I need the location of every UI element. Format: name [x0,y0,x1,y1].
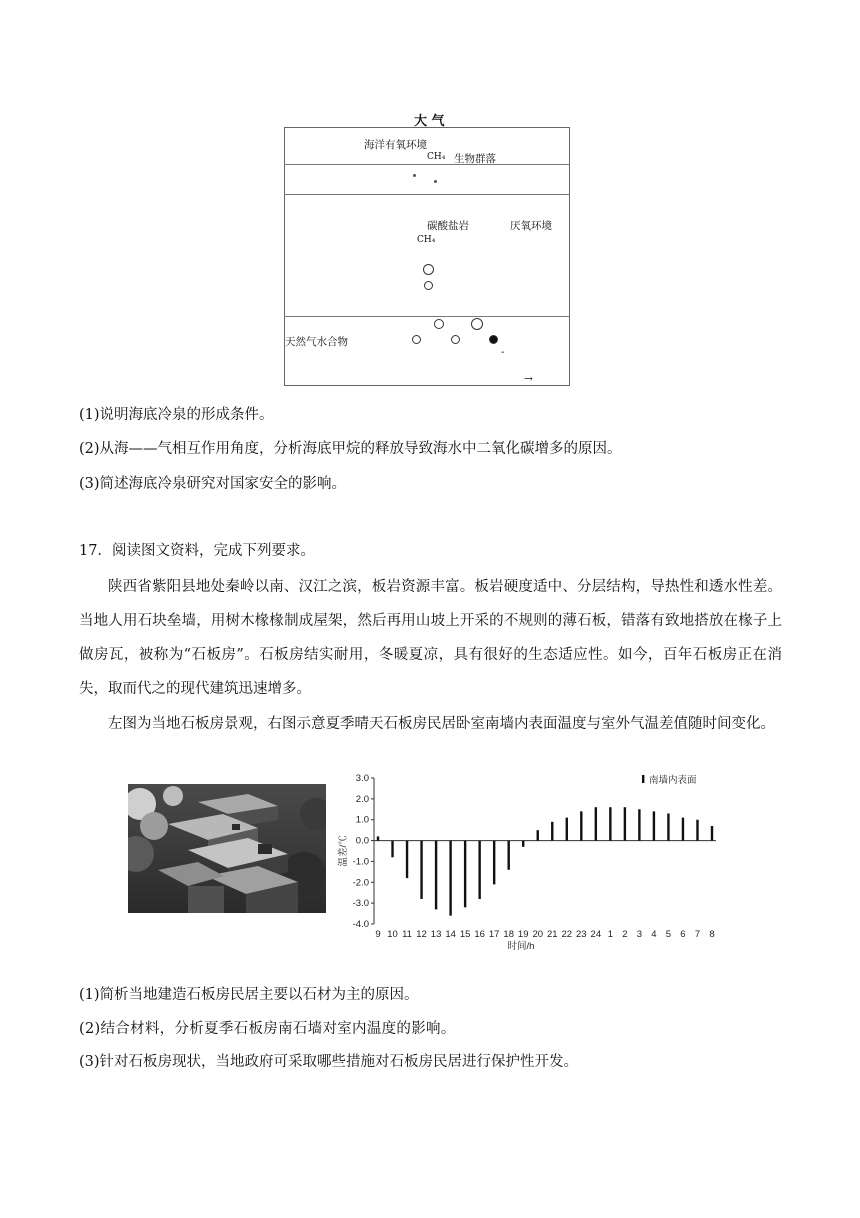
x-tick-label: 9 [375,929,381,940]
bubble-circle [434,319,444,329]
q17-item-1: (1)简析当地建造石板房民居主要以石材为主的原因。 [79,987,419,1003]
chart-bar [711,826,713,841]
q17-heading: 17．阅读图文资料，完成下列要求。 [79,543,315,559]
y-tick-label: -3.0 [352,898,369,910]
x-tick-label: 3 [636,929,643,940]
x-tick-label: 11 [402,929,412,940]
chart-bar [682,818,684,841]
legend-label: 南墙内表面 [649,775,697,786]
chart-bar [595,807,597,840]
label-ch4-top: CH₄ [427,152,446,162]
bubble-dot [434,180,437,183]
label-hydrate: 天然气水合物 [285,336,348,348]
chart-bar [551,822,553,841]
q17-item-3: (3)针对石板房现状，当地政府可采取哪些措施对石板房民居进行保护性开发。 [79,1054,579,1070]
x-tick-label: 7 [694,929,701,940]
chart-bar [566,818,568,841]
bubble-dot [413,174,416,177]
chart-bar [449,841,451,916]
chart-bar [478,841,480,899]
x-tick-label: 15 [459,929,471,940]
chart-bar [522,841,524,847]
q16-item-2: (2)从海——气相互作用角度，分析海底甲烷的释放导致海水中二氧化碳增多的原因。 [79,441,622,457]
y-tick-label: 2.0 [355,793,369,805]
chart-bar [537,830,539,840]
bubble-circle [451,335,460,344]
y-tick-label: 1.0 [355,814,369,826]
x-tick-label: 5 [665,929,672,940]
stone-house-illustration [128,784,326,913]
chart-bar [493,841,495,885]
q16-item-1: (1)说明海底冷泉的形成条件。 [79,407,274,423]
x-tick-label: 24 [590,929,602,940]
x-tick-label: 14 [445,929,456,940]
chart-bar [435,841,437,910]
bubble-circle [471,318,483,330]
q17-paragraph-1: 陕西省紫阳县地处秦岭以南、汉江之滨，板岩资源丰富。板岩硬度适中、分层结构，导热性和透水性差。当地人用石块垒墙，用树木椽椽制成屋架，然后再用山坡上开采的不规则的薄石板，错落有致地搭放在椽子上做房瓦，被称为“石板房”。石板房结实耐用，冬暖夏凉，具有很好的生态适应性。如今，百年石板房正在消失，取而代之的现代建筑迅速增多。 [79,579,782,697]
diagram-divider [284,194,570,195]
x-axis-label: 时间/h [507,941,535,952]
q17-item-2: (2)结合材料，分析夏季石板房南石墙对室内温度的影响。 [79,1021,456,1037]
x-tick-label: 23 [576,929,587,940]
label-arrow: → [524,373,533,385]
chart-bar [406,841,408,879]
y-tick-label: -1.0 [352,856,369,868]
chart-bar [420,841,422,899]
label-bio-community: 生物群落 [454,153,496,165]
chart-bar [653,811,655,840]
x-tick-label: 19 [517,929,529,940]
diagram-title: 大 气 [414,114,445,129]
x-tick-label: 18 [503,929,514,940]
y-tick-label: -4.0 [352,919,369,930]
chart-bar [609,807,611,840]
q16-item-3: (3)简述海底冷泉研究对国家安全的影响。 [79,476,347,492]
temperature-difference-chart [336,770,726,956]
x-tick-label: 22 [561,929,573,940]
x-tick-label: 17 [488,929,500,940]
y-tick-label: 0.0 [355,835,369,847]
y-axis-label: 温差/℃ [338,835,349,867]
x-tick-label: 16 [474,929,485,940]
label-ch4-mid: CH₄ [417,235,436,245]
x-tick-label: 20 [532,929,544,940]
x-tick-label: 4 [651,929,657,940]
chart-bar [464,841,466,908]
chart-bar [696,820,698,841]
x-tick-label: 2 [622,929,628,940]
bubble-circle [412,335,421,344]
chart-bar [377,836,379,840]
chart-svg [336,770,726,956]
chart-bar [391,841,393,858]
x-tick-label: 12 [416,929,427,940]
label-dash: - [501,346,505,358]
x-tick-label: 10 [387,929,398,940]
x-tick-label: 13 [430,929,442,940]
q17-paragraph-2: 左图为当地石板房景观，右图示意夏季晴天石板房民居卧室南墙内表面温度与室外气温差值随时间变化。 [108,716,775,732]
bubble-circle [423,264,434,275]
y-tick-label: 3.0 [355,773,369,784]
label-ocean-oxic: 海洋有氧环境 [364,139,427,151]
diagram-divider [284,164,570,165]
x-tick-label: 1 [607,929,613,940]
legend-swatch [642,775,644,783]
x-tick-label: 8 [709,929,715,940]
label-carbonate: 碳酸盐岩 [427,220,469,232]
diagram-divider [284,316,570,317]
label-anoxic: 厌氧环境 [510,220,552,232]
x-tick-label: 21 [546,929,558,940]
chart-bar [507,841,509,870]
chart-bar [667,813,669,840]
chart-bar [624,807,626,840]
stone-house-photo [128,784,326,913]
chart-bar [580,811,582,840]
x-tick-label: 6 [680,929,686,940]
bubble-circle [424,281,433,290]
chart-bar [638,809,640,840]
y-tick-label: -2.0 [352,877,369,889]
filled-bubble [489,335,498,344]
